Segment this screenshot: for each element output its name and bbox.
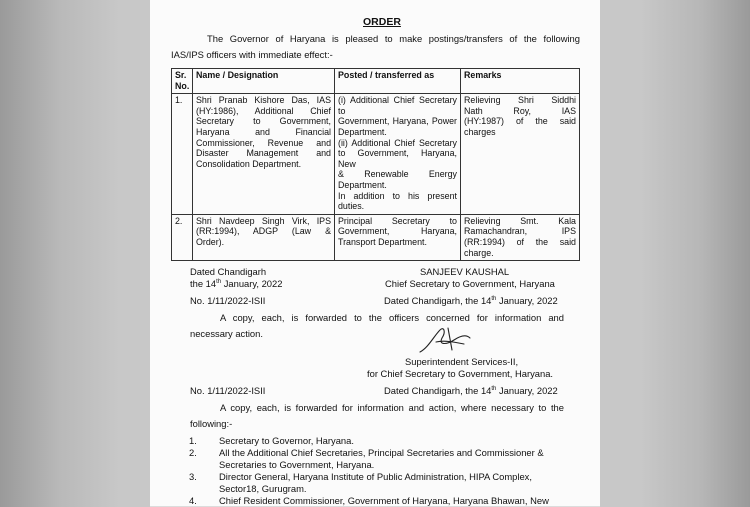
row-posted-cell bbox=[335, 214, 461, 260]
list-item-text: Sector18, Gurugram. bbox=[219, 483, 307, 494]
endorsement-1-date bbox=[384, 295, 558, 307]
list-item-text: Chief Resident Commissioner, Government of Haryana, Haryana Bhawan, New bbox=[219, 495, 549, 506]
row-name-line: Consolidation Department. bbox=[196, 158, 302, 169]
list-item-number: 1. bbox=[189, 435, 197, 446]
row-name-line: Haryana and Financial bbox=[196, 126, 331, 137]
header-remarks: Remarks bbox=[461, 69, 580, 94]
row-posted-line: Government, Haryana, bbox=[338, 226, 457, 237]
row-posted-line: (ii) Additional Chief Secretary bbox=[338, 137, 457, 148]
header-name: Name / Designation bbox=[193, 69, 335, 94]
endorsement-2-text-line-1: A copy, each, is forwarded for information and action, where necessary to the bbox=[220, 402, 564, 413]
signatory-title: Chief Secretary to Government, Haryana bbox=[385, 278, 555, 289]
row-posted-line: Transport Department. bbox=[338, 236, 427, 247]
list-item-number: 2. bbox=[189, 447, 197, 458]
row-sr: 2. bbox=[172, 214, 193, 260]
row-remarks-line: (RR:1994) of the said bbox=[464, 236, 576, 247]
row-name-line: Order). bbox=[196, 236, 225, 247]
row-name-line: Shri Pranab Kishore Das, IAS bbox=[196, 95, 331, 106]
list-item-text: Director General, Haryana Institute of Public Administration, HIPA Complex, bbox=[219, 471, 532, 482]
row-name-line: (HY:1986), Additional Chief bbox=[196, 105, 331, 116]
list-item-number: 3. bbox=[189, 471, 197, 482]
list-item-number: 4. bbox=[189, 495, 197, 506]
dated-date-day: the 14 bbox=[190, 278, 217, 289]
row-name-cell bbox=[193, 94, 335, 215]
dated-date-rest: January, 2022 bbox=[221, 278, 283, 289]
row-name-line: Disaster Management and bbox=[196, 148, 331, 159]
table-row bbox=[172, 214, 580, 260]
order-title: ORDER bbox=[363, 16, 401, 28]
row-posted-line: Principal Secretary to bbox=[338, 215, 457, 226]
row-remarks-cell bbox=[461, 214, 580, 260]
row-remarks-line: (HY:1987) of the said bbox=[464, 116, 576, 127]
endorsement-2-date-suffix: th bbox=[491, 385, 497, 392]
intro-line-2: IAS/IPS officers with immediate effect:- bbox=[171, 49, 333, 60]
row-name-line: Shri Navdeep Singh Virk, IPS bbox=[196, 215, 331, 226]
row-remarks-line: Ramachandran, IPS bbox=[464, 226, 576, 237]
row-name-line: (RR:1994), ADGP (Law & bbox=[196, 226, 331, 237]
endorsement-1-date-pre: Dated Chandigarh, the 14 bbox=[384, 295, 492, 306]
endorsement-1-sig-line-1: Superintendent Services-II, bbox=[405, 356, 519, 367]
row-remarks-line: charge. bbox=[464, 247, 494, 258]
endorsement-1-number: No. 1/11/2022-ISII bbox=[190, 295, 266, 306]
endorsement-1-sig-line-2: for Chief Secretary to Government, Haryana. bbox=[367, 368, 554, 379]
endorsement-2-number: No. 1/11/2022-ISII bbox=[190, 385, 266, 396]
dated-date-suffix: th bbox=[216, 278, 222, 285]
row-posted-line: Department. bbox=[338, 179, 387, 190]
row-sr: 1. bbox=[172, 94, 193, 215]
order-document bbox=[150, 0, 600, 506]
signatory-name: SANJEEV KAUSHAL bbox=[420, 266, 510, 277]
endorsement-2-text-line-2: following:- bbox=[190, 418, 233, 429]
dated-place: Dated Chandigarh bbox=[190, 266, 267, 277]
postings-table bbox=[171, 68, 580, 261]
row-name-line: Commissioner, Revenue and bbox=[196, 137, 331, 148]
signature-scribble bbox=[418, 322, 478, 358]
row-remarks-cell bbox=[461, 94, 580, 215]
endorsement-1-text-line-2: necessary action. bbox=[190, 328, 263, 339]
header-posted: Posted / transferred as bbox=[335, 69, 461, 94]
endorsement-1-text-line-1: A copy, each, is forwarded to the officers concerned for information and bbox=[220, 312, 564, 323]
row-remarks-line: charges bbox=[464, 126, 496, 137]
row-posted-line: to Government, Haryana, New bbox=[338, 148, 457, 169]
row-remarks-line: Relieving Smt. Kala bbox=[464, 215, 576, 226]
intro-line-1: The Governor of Haryana is pleased to make postings/transfers of the following bbox=[207, 33, 580, 44]
row-name-line: Secretary to Government, bbox=[196, 116, 331, 127]
row-posted-line: In addition to his present bbox=[338, 190, 457, 201]
dated-date bbox=[190, 278, 282, 290]
row-posted-line: Government, Haryana, Power bbox=[338, 116, 457, 127]
list-item-text: All the Additional Chief Secretaries, Principal Secretaries and Commissioner & bbox=[219, 447, 544, 458]
row-posted-cell bbox=[335, 94, 461, 215]
list-item-text: Secretary to Governor, Haryana. bbox=[219, 435, 354, 446]
row-posted-line: (i) Additional Chief Secretary to bbox=[338, 95, 457, 116]
row-posted-line: duties. bbox=[338, 201, 365, 212]
endorsement-2-date-post: January, 2022 bbox=[496, 385, 558, 396]
endorsement-1-date-post: January, 2022 bbox=[496, 295, 558, 306]
row-remarks-line: Relieving Shri Siddhi bbox=[464, 95, 576, 106]
list-item-text: Secretaries to Government, Haryana. bbox=[219, 459, 375, 470]
endorsement-2-date bbox=[384, 385, 558, 397]
table-row bbox=[172, 94, 580, 215]
table-header-row bbox=[172, 69, 580, 94]
header-sr-no: Sr. No. bbox=[172, 69, 193, 94]
endorsement-2-date-pre: Dated Chandigarh, the 14 bbox=[384, 385, 492, 396]
row-posted-line: Department. bbox=[338, 126, 387, 137]
row-posted-line: & Renewable Energy bbox=[338, 169, 457, 180]
row-name-cell bbox=[193, 214, 335, 260]
endorsement-1-date-suffix: th bbox=[491, 295, 497, 302]
row-remarks-line: Nath Roy, IAS bbox=[464, 105, 576, 116]
